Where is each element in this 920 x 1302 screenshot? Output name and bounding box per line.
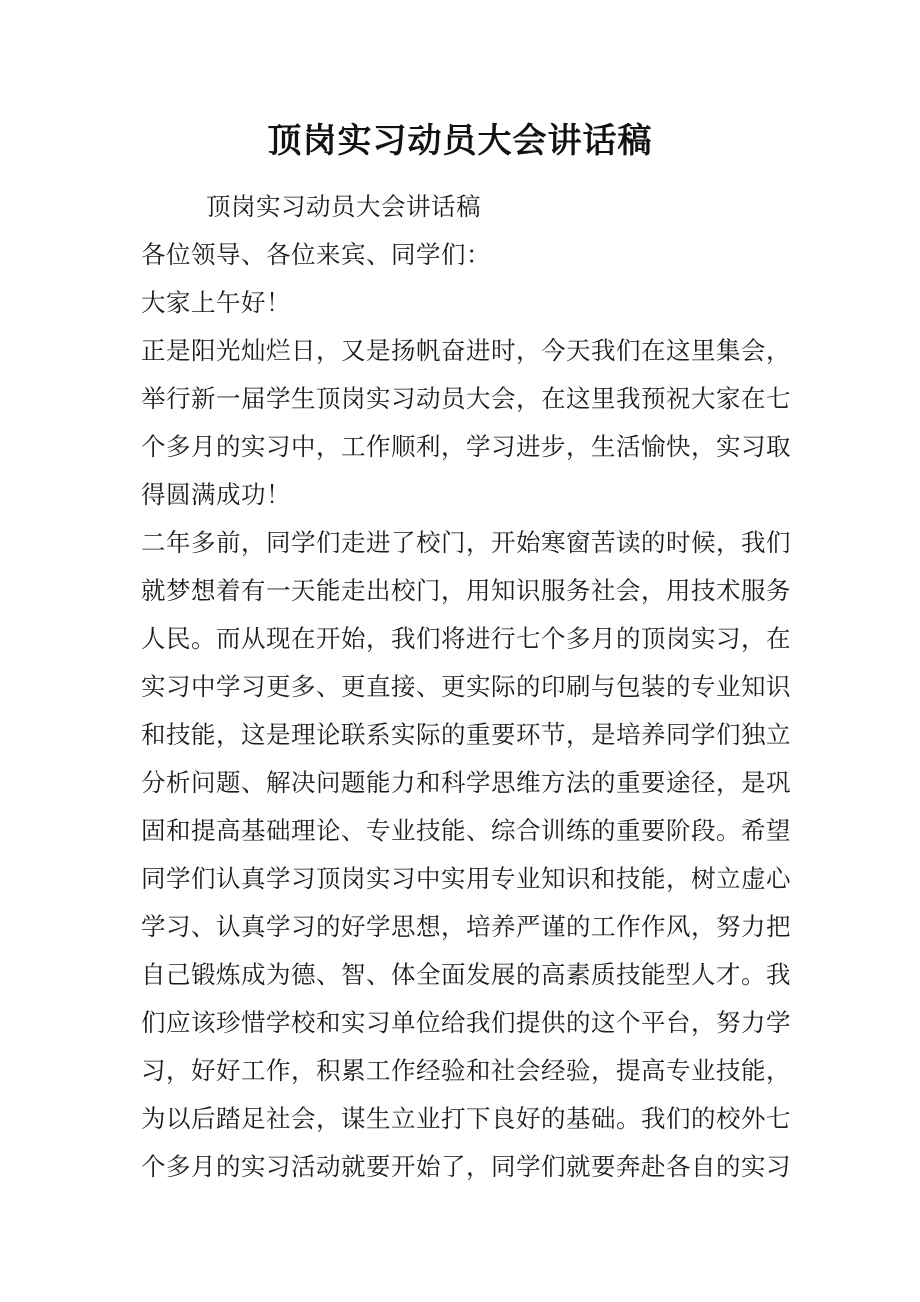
body-line: 得圆满成功！ [141, 480, 291, 509]
body-line: 人民。而从现在开始，我们将进行七个多月的顶岗实习，在 [141, 624, 791, 653]
subtitle-line: 顶岗实习动员大会讲话稿 [206, 192, 481, 221]
body-line: 习，好好工作，积累工作经验和社会经验，提高专业技能， [141, 1056, 791, 1085]
salutation-line: 各位领导、各位来宾、同学们： [141, 240, 491, 269]
body-line: 和技能，这是理论联系实际的重要环节，是培养同学们独立 [141, 720, 791, 749]
greeting-line: 大家上午好！ [141, 288, 291, 317]
body-line: 们应该珍惜学校和实习单位给我们提供的这个平台，努力学 [141, 1008, 791, 1037]
body-line: 个多月的实习活动就要开始了，同学们就要奔赴各自的实习 [141, 1152, 791, 1181]
body-line: 二年多前，同学们走进了校门，开始寒窗苦读的时候，我们 [141, 528, 791, 557]
body-line: 个多月的实习中，工作顺利，学习进步，生活愉快，实习取 [141, 432, 791, 461]
document-body [141, 183, 791, 1191]
body-line: 正是阳光灿烂日，又是扬帆奋进时，今天我们在这里集会， [141, 336, 791, 365]
document-title: 顶岗实习动员大会讲话稿 [267, 121, 653, 161]
body-line: 实习中学习更多、更直接、更实际的印刷与包装的专业知识 [141, 672, 791, 701]
body-line: 固和提高基础理论、专业技能、综合训练的重要阶段。希望 [141, 816, 791, 845]
body-line: 举行新一届学生顶岗实习动员大会，在这里我预祝大家在七 [141, 384, 791, 413]
body-line: 同学们认真学习顶岗实习中实用专业知识和技能，树立虚心 [141, 864, 791, 893]
body-line: 就梦想着有一天能走出校门，用知识服务社会，用技术服务 [141, 576, 791, 605]
body-line: 为以后踏足社会，谋生立业打下良好的基础。我们的校外七 [141, 1104, 791, 1133]
body-line: 学习、认真学习的好学思想，培养严谨的工作作风，努力把 [141, 912, 791, 941]
body-line: 分析问题、解决问题能力和科学思维方法的重要途径，是巩 [141, 768, 791, 797]
body-line: 自己锻炼成为德、智、体全面发展的高素质技能型人才。我 [141, 960, 791, 989]
